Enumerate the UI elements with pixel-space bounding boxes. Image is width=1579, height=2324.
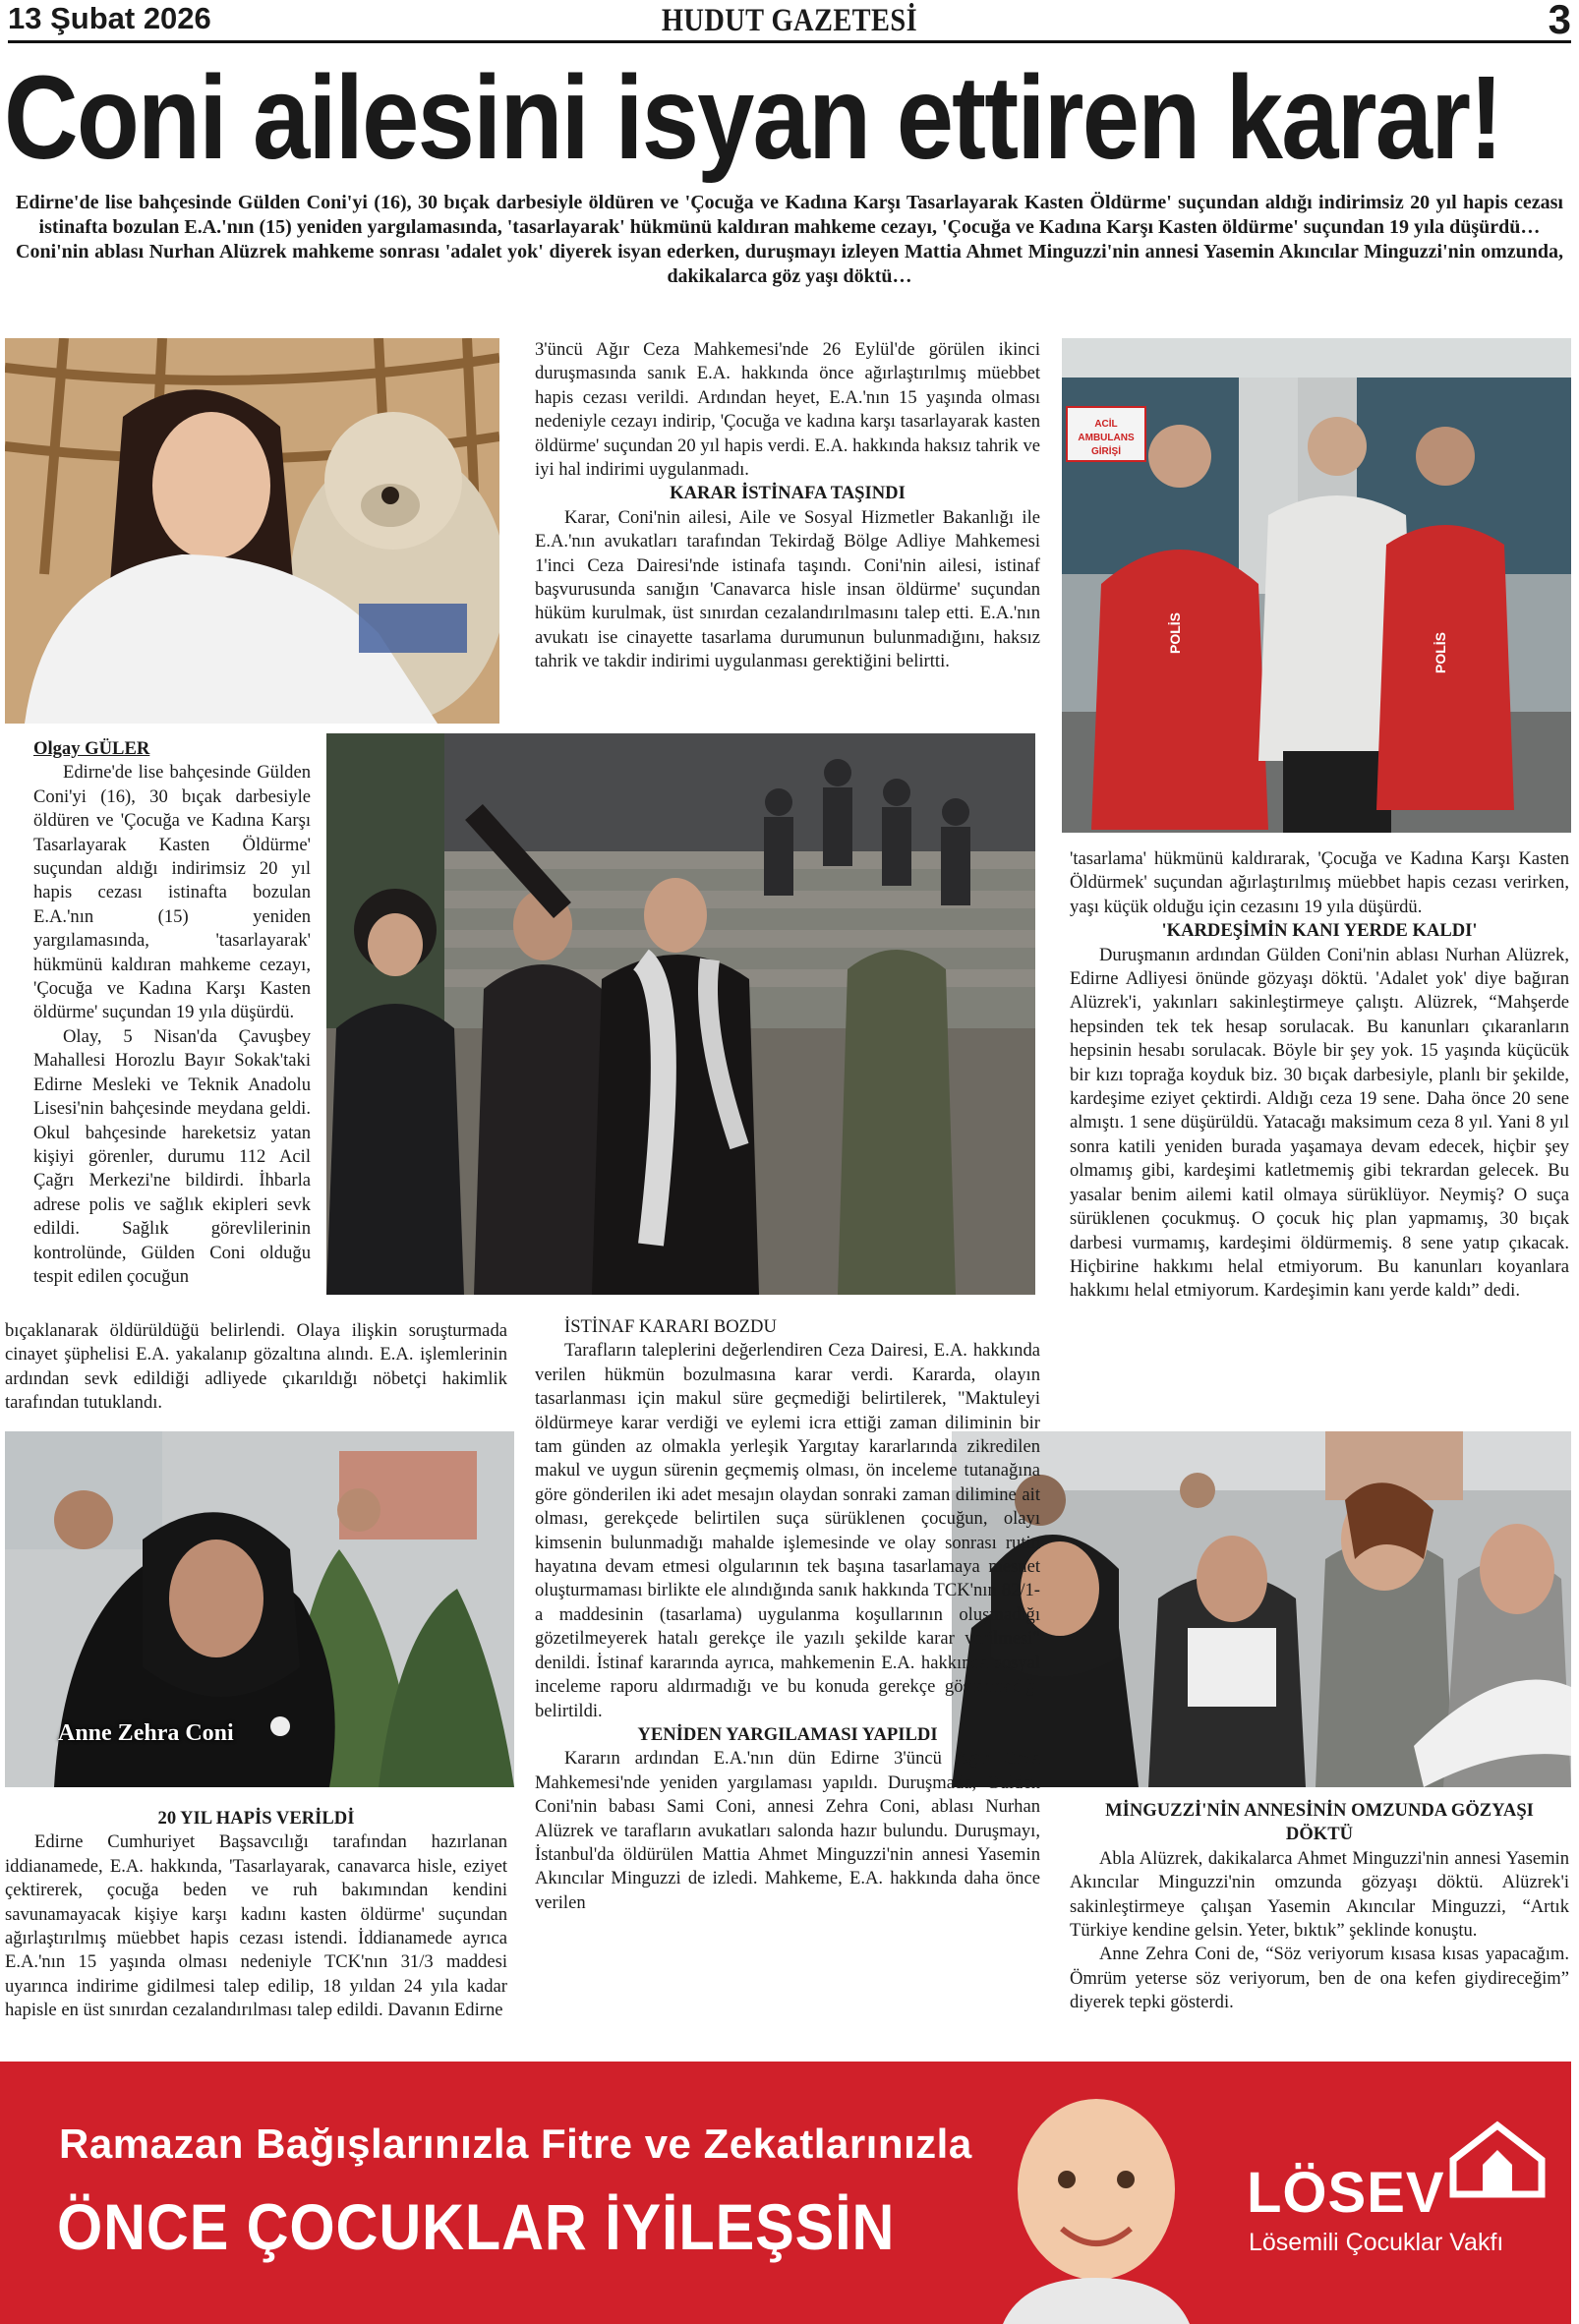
paragraph: Abla Alüzrek, dakikalarca Ahmet Minguzzi'nin annesi Yasemin Akıncılar Minguzzi'nin omzunda gözyaşı döktü. Alüzrek'i sakinleştirmeye çalışan Yasemin Akıncılar Minguzzi, “Artık Türkiye kendine gelsin. Yeter, bıktık” şeklinde konuştu. [1070,1847,1569,1942]
paragraph: Kararın ardından E.A.'nın dün Edirne 3'üncü Ağır Ceza Mahkemesi'nde yeniden yargılaması yapıldı. Duruşmada, Gülden Coni'nin babası Sami Coni, annesi Zehra Coni, ablası Nurhan Alüzrek ve tarafların avukatları salonda hazır bulundu. Duruşmayı, İstanbul'da öldürülen Mattia Ahmet Minguzzi'nin annesi Yasemin Akıncılar Minguzzi de izledi. Mahkeme, E.A. hakkında daha önce verilen [535,1748,1040,1913]
subheading-istinaf-bozdu: İSTİNAF KARARI BOZDU [564,1316,777,1337]
mother-photo-caption: Anne Zehra Coni [58,1720,234,1746]
headline: Coni ailesini isyan ettiren karar! [4,50,1502,184]
svg-text:POLİS: POLİS [1167,611,1183,655]
byline: Olgay GÜLER [33,738,150,759]
courthouse-protest-photo [326,733,1035,1295]
svg-text:GİRİŞİ: GİRİŞİ [1090,446,1122,457]
logo-tagline: Lösemili Çocuklar Vakfı [1249,2229,1504,2256]
ad-headline: Ramazan Bağışlarınızla Fitre ve Zekatlarınızla [59,2121,972,2167]
article-col-left-mid-cont [5,1319,507,1416]
paragraph: Duruşmanın ardından Gülden Coni'nin ablası Nurhan Alüzrek, Edirne Adliyesi önünde gözyaşı döktü. 'Adalet yok' diye bağıran Alüzrek'i, yakınları sakinleştirmeye çalıştı. Alüzrek, “Mahşerde hepsinden tek tek hesap sorulacak. Bu kanunları çıkaranların hepsinin hesabı sorulacak. Böyle bir şey yok. 15 yaşında küçücük bir kızı toprağa koyduk biz. 30 bıçak darbesiyle, planlı bir şekilde, kardeşime eziyet çektirdi. Aldığı ceza 19 sene. Daha önce 20 sene almıştı. 1 sene düşürüldü. Yatacağı maksimum ceza 8 yıl. Yani 8 yıl sonra katili yeniden burada yaşamaya devam edecek, hiçbir şey olmamış gibi, kardeşimi katletmemiş gibi tekrardan gelecek. Bu yasalar benim ailemi katil olmaya sürüklüyor. Neymiş? O suça sürüklenen çocukmuş. O çocuk hiç plan yapmamış, 30 bıçak darbesi vurmamış, kardeşimi öldürmemiş. 8 sene yatıp çıkacak. Hiçbirine hakkımı helal etmiyorum. Bu kanunları koyanlara hakkımı helal etmiyorum. Kardeşimin kanı yerde kaldı” dedi. [1070,944,1569,1302]
subheading-istinaf: KARAR İSTİNAFA TAŞINDI [670,483,906,504]
paragraph: Edirne'de lise bahçesinde Gülden Coni'yi (16), 30 bıçak darbesiyle öldüren ve 'Çocuğa ve Kadına Karşı Tasarlayarak Kasten Öldürme' suçundan aldığı indirimsiz 20 yıl hapis cezası istinafta bozulan E.A.'nın (15) yeniden yargılamasında, 'tasarlayarak' hükmünü kaldıran mahkeme cezayı, 'Çocuğa ve Kadına Karşı Kasten öldürme' suçundan 19 yıla düşürdü. [33,762,311,1023]
lead-paragraph-2: Coni'nin ablası Nurhan Alüzrek mahkeme sonrası 'adalet yok' diyerek isyan ederken, duruşmayı izleyen Mattia Ahmet Minguzzi'nin annesi Yasemin Akıncılar Minguzzi'nin omzunda, dakikalarca göz yaşı döktü… [16,241,1563,287]
paragraph: bıçaklanarak öldürüldüğü belirlendi. Olaya ilişkin soruşturmada cinayet şüphelisi E.A. yakalanıp gözaltına alındı. E.A. işlemlerinin ardından sevk edildiği adliyede çıkarıldığı nöbetçi hakimlik tarafından tutuklandı. [5,1320,507,1414]
paragraph: Anne Zehra Coni de, “Söz veriyorum kısasa kısas yapacağım. Ömrüm yeterse söz veriyorum, ben de ona kefen giydireceğim” diyerek tepki gösterdi. [1070,1944,1569,2013]
newspaper-name: HUDUT GAZETESİ [661,3,918,38]
svg-text:AMBULANS: AMBULANS [1078,433,1135,443]
article-col-mid-lower [535,1315,1040,1915]
subheading-20-yil: 20 YIL HAPİS VERİLDİ [157,1808,355,1829]
suspect-escort-photo [1062,338,1571,833]
house-heart-icon [1443,2121,1551,2199]
lead-summary [16,191,1563,289]
paragraph: 'tasarlama' hükmünü kaldırarak, 'Çocuğa ve Kadına Karşı Kasten Öldürmek' suçundan ağırlaştırılmış müebbet hapis cezası verirken, yaşı küçük olduğu için cezasını 19 yıla düşürdü. [1070,848,1569,917]
article-col-right-mid [1070,847,1569,1304]
subheading-yeniden-yargilama: YENİDEN YARGILAMASI YAPILDI [637,1723,938,1745]
paragraph: 3'üncü Ağır Ceza Mahkemesi'nde 26 Eylül'de görülen ikinci duruşmasında sanık E.A. hakkında önce ağırlaştırılmış müebbet hapis cezası verildi. Ardından heyet, E.A.'nın 15 yaşında olması nedeniyle cezayı indirip, 'Çocuğa ve kadına karşı tasarlayarak kasten öldürme' suçundan 20 yıl hapis verdi. E.A. hakkında haksız tahrik ve iyi hal indirimi uygulanmadı. [535,339,1040,481]
lead-paragraph-1: Edirne'de lise bahçesinde Gülden Coni'yi (16), 30 bıçak darbesiyle öldüren ve 'Çocuğa ve Kadına Karşı Tasarlayarak Kasten Öldürme' suçundan aldığı indirimsiz 20 yıl hapis cezası istinafta bozulan E.A.'nın (15) yeniden yargılamasında, 'tasarlayarak' hükmünü kaldıran mahkeme cezayı, 'Çocuğa ve Kadına Karşı Kasten öldürme' suçundan 19 yıla düşürdü… [16,192,1563,238]
logo-wordmark: LÖSEV [1247,2161,1445,2225]
losev-advertisement[interactable] [0,2062,1571,2324]
child-photo [983,2081,1209,2324]
paragraph: Karar, Coni'nin ailesi, Aile ve Sosyal Hizmetler Bakanlığı ile E.A.'nın avukatları tarafından Tekirdağ Bölge Adliye Mahkemesi 1'inci Ceza Dairesi'nde istinafa taşındı. Coni'nin ailesi, istinaf başvurusunda sanığın 'Canavarca hisle insan öldürme' suçundan hüküm kurulmak, üst sınırdan cezalandırılmasını talep etti. E.A.'nın avukatı ise cinayette tasarlama durumunun bulunmadığını, haksız tahrik ve takdir indirimi uygulanması gerektiğini belirtti. [535,506,1040,672]
page-number: 3 [1548,0,1571,42]
paragraph: Olay, 5 Nisan'da Çavuşbey Mahallesi Horozlu Bayır Sokak'taki Edirne Mesleki ve Teknik Anadolu Lisesi'nin bahçesinde meydana geldi. Okul bahçesinde hareketsiz yatan kişiyi görenler, durumu 112 Acil Çağrı Merkezi'ne bildirdi. İhbarla adrese polis ve sağlık ekipleri sevk edildi. Sağlık görevlilerinin kontrolünde, Gülden Coni olduğu tespit edilen çocuğun [33,1025,311,1287]
paragraph: Edirne Cumhuriyet Başsavcılığı tarafından hazırlanan iddianamede, E.A. hakkında, 'Tasarlayarak, canavarca hisle, eziyet çektirerek, çocuğa beden ve ruh bakımından kendini savunamayacak kişiye karşı kadını kasten öldürme' suçundan ağırlaştırılmış müebbet hapis cezası istendi. İddianamede ayrıca E.A.'nın 15 yaşında olması nedeniyle TCK'nın 31/3 maddesi uyarınca indirime gidilmesi talep edilip, 18 yıldan 24 yıla kadar hapisle en üst sınırdan cezalandırılması talep edildi. Davanın Edirne [5,1831,507,2021]
article-col-right-bottom [1070,1799,1569,2015]
article-col-left-bottom [5,1807,507,2023]
article-col-left-mid [33,737,311,1289]
mother-photo [5,1431,514,1787]
paragraph: Tarafların taleplerini değerlendiren Ceza Dairesi, E.A. hakkında verilen hükmün bozulmasına karar verdi. Kararda, olayın tasarlanması için makul süre geçmediği belirtilerek, "Maktuleyi öldürmeye karar verdiği ve eylemi icra ettiği zaman diliminin bir tam günden az olmakla yerleşik Yargıtay kararlarında zikredilen makul ve uygun sürenin geçmemiş olması, ön inceleme tutanağına göre gönderilen iki adet mesajın olaydan sonraki zaman dilimine ait olması, gerekçede belirtilen suça sürüklenen çocuğun, olayı kimsenin bulunmadığı mahalde işlemesinde ve olay sonrası rutin hayatına devam etmesi olgularının tek başına tasarlamaya mesnet oluşturmaması birlikte ele alındığında sanık hakkında TCK'nın 82/1-a maddesinin (tasarlama) uygulanma koşullarının oluşmadığı gözetilmeyerek hatalı gerekçe ile yazılı şekilde karar verilmesi" denildi. İstinaf kararında ayrıca, mahkemenin E.A. hakkında sosyal inceleme raporu aldırmadığı ve bu konuda gerekçe göstermediği belirtildi. [535,1340,1040,1721]
svg-text:POLİS: POLİS [1433,631,1448,674]
issue-date: 13 Şubat 2026 [8,1,211,35]
svg-text:ACİL: ACİL [1094,419,1118,430]
subheading-minguzzi: MİNGUZZİ'NİN ANNESİNİN OMZUNDA GÖZYAŞI DÖKTÜ [1105,1800,1534,1845]
masthead [8,0,1571,43]
ad-slogan: ÖNCE ÇOCUKLAR İYİLEŞSİN [57,2190,896,2263]
losev-logo [1247,2140,1542,2256]
article-col-mid-top [535,338,1040,674]
minguzzi-embrace-photo [952,1431,1571,1787]
victim-portrait-photo [5,338,499,724]
subheading-kardesimin-kani: 'KARDEŞİMİN KANI YERDE KALDI' [1161,920,1478,942]
